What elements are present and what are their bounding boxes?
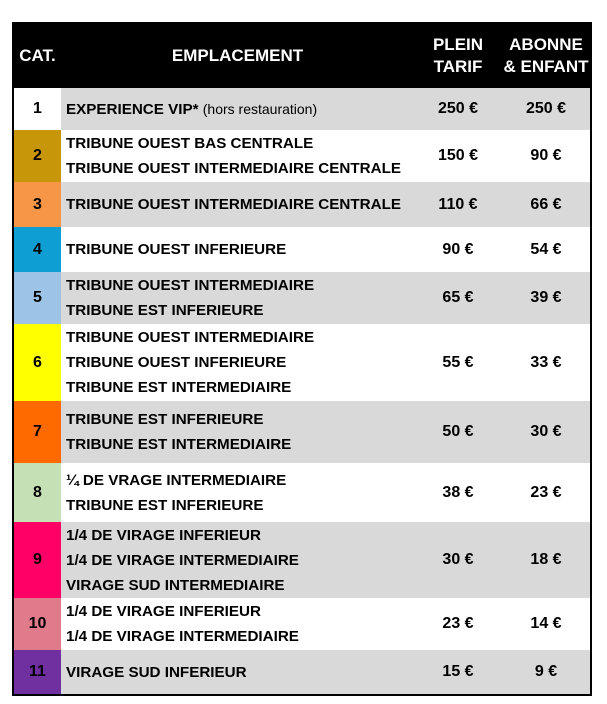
header-full-price-line-1: PLEIN [432, 35, 484, 54]
location-line: TRIBUNE OUEST INTERMEDIAIRE CENTRALE [66, 160, 401, 177]
table-row [14, 598, 590, 650]
table-row [14, 522, 590, 598]
location-line: TRIBUNE EST INTERMEDIAIRE [66, 436, 292, 453]
header-member-child-line-1: ABONNE [509, 35, 583, 54]
member-child-price-cell: 18 € [502, 522, 590, 598]
category-cell: 11 [14, 650, 61, 694]
member-child-price-cell: 90 € [502, 130, 590, 182]
location-cell [61, 130, 414, 182]
location-cell [61, 598, 414, 650]
full-price-cell: 90 € [414, 227, 502, 272]
category-cell: 3 [14, 182, 61, 227]
full-price-cell: 50 € [414, 401, 502, 463]
location-line: TRIBUNE EST INFERIEURE [66, 496, 264, 514]
header-member-child [502, 24, 590, 88]
table-row [14, 324, 590, 401]
table-row [14, 272, 590, 324]
member-child-price-cell: 14 € [502, 598, 590, 650]
full-price-cell: 38 € [414, 463, 502, 522]
location-line: TRIBUNE OUEST INFERIEURE [66, 354, 287, 371]
category-cell: 8 [14, 463, 61, 522]
location-cell [61, 227, 414, 272]
category-cell: 10 [14, 598, 61, 650]
header-location: EMPLACEMENT [61, 24, 414, 88]
full-price-cell: 55 € [414, 324, 502, 401]
location-line: TRIBUNE OUEST INTERMEDIAIRE [66, 277, 315, 294]
location-line: TRIBUNE EST INFERIEURE [66, 302, 264, 319]
location-line: 1/4 DE VIRAGE INTERMEDIAIRE [66, 628, 299, 645]
pricing-table [12, 22, 592, 696]
location-cell [61, 650, 414, 694]
category-cell: 2 [14, 130, 61, 182]
member-child-price-cell: 39 € [502, 272, 590, 324]
member-child-price-cell: 23 € [502, 463, 590, 522]
table-row [14, 130, 590, 182]
location-cell [61, 272, 414, 324]
member-child-price-cell: 250 € [502, 88, 590, 130]
location-line: VIRAGE SUD INTERMEDIAIRE [66, 576, 285, 594]
member-child-price-cell: 54 € [502, 227, 590, 272]
location-line: 1/4 DE VIRAGE INFERIEUR [66, 603, 261, 620]
header-member-child-line-2: & ENFANT [503, 57, 589, 76]
location-line: 1/4 DE VIRAGE INFERIEUR [66, 526, 261, 544]
table-row [14, 227, 590, 272]
full-price-cell: 23 € [414, 598, 502, 650]
location-cell [61, 463, 414, 522]
table-row [14, 401, 590, 463]
table-row [14, 88, 590, 130]
category-cell: 4 [14, 227, 61, 272]
full-price-cell: 110 € [414, 182, 502, 227]
member-child-price-cell: 66 € [502, 182, 590, 227]
table-row [14, 182, 590, 227]
location-line: TRIBUNE OUEST BAS CENTRALE [66, 135, 314, 152]
member-child-price-cell: 30 € [502, 401, 590, 463]
table-header-row [14, 24, 590, 88]
location-cell [61, 324, 414, 401]
full-price-cell: 15 € [414, 650, 502, 694]
location-note: (hors restauration) [202, 100, 318, 117]
location-cell [61, 401, 414, 463]
category-cell: 5 [14, 272, 61, 324]
location-cell [61, 182, 414, 227]
location-cell [61, 88, 414, 130]
location-line: VIRAGE SUD INFERIEUR [66, 663, 247, 681]
location-line: TRIBUNE OUEST INTERMEDIAIRE CENTRALE [66, 196, 401, 213]
category-cell: 7 [14, 401, 61, 463]
location-line: TRIBUNE EST INTERMEDIAIRE [66, 379, 292, 396]
full-price-cell: 250 € [414, 88, 502, 130]
table-row [14, 463, 590, 522]
pricing-table-grid [14, 24, 590, 694]
category-cell: 6 [14, 324, 61, 401]
location-line: TRIBUNE OUEST INTERMEDIAIRE [66, 329, 315, 346]
full-price-cell: 150 € [414, 130, 502, 182]
header-full-price [414, 24, 502, 88]
table-body [14, 88, 590, 694]
location-line: TRIBUNE OUEST INFERIEURE [66, 241, 287, 258]
header-full-price-line-2: TARIF [433, 57, 483, 76]
category-cell: 1 [14, 88, 61, 130]
table-row [14, 650, 590, 694]
category-cell: 9 [14, 522, 61, 598]
location-line: EXPERIENCE VIP* [66, 100, 199, 118]
full-price-cell: 30 € [414, 522, 502, 598]
full-price-cell: 65 € [414, 272, 502, 324]
member-child-price-cell: 33 € [502, 324, 590, 401]
location-line: TRIBUNE EST INFERIEURE [66, 411, 264, 428]
location-cell [61, 522, 414, 598]
location-line: ¼ DE VRAGE INTERMEDIAIRE [66, 471, 287, 489]
location-line: 1/4 DE VIRAGE INTERMEDIAIRE [66, 551, 299, 569]
member-child-price-cell: 9 € [502, 650, 590, 694]
header-cat: CAT. [14, 24, 61, 88]
